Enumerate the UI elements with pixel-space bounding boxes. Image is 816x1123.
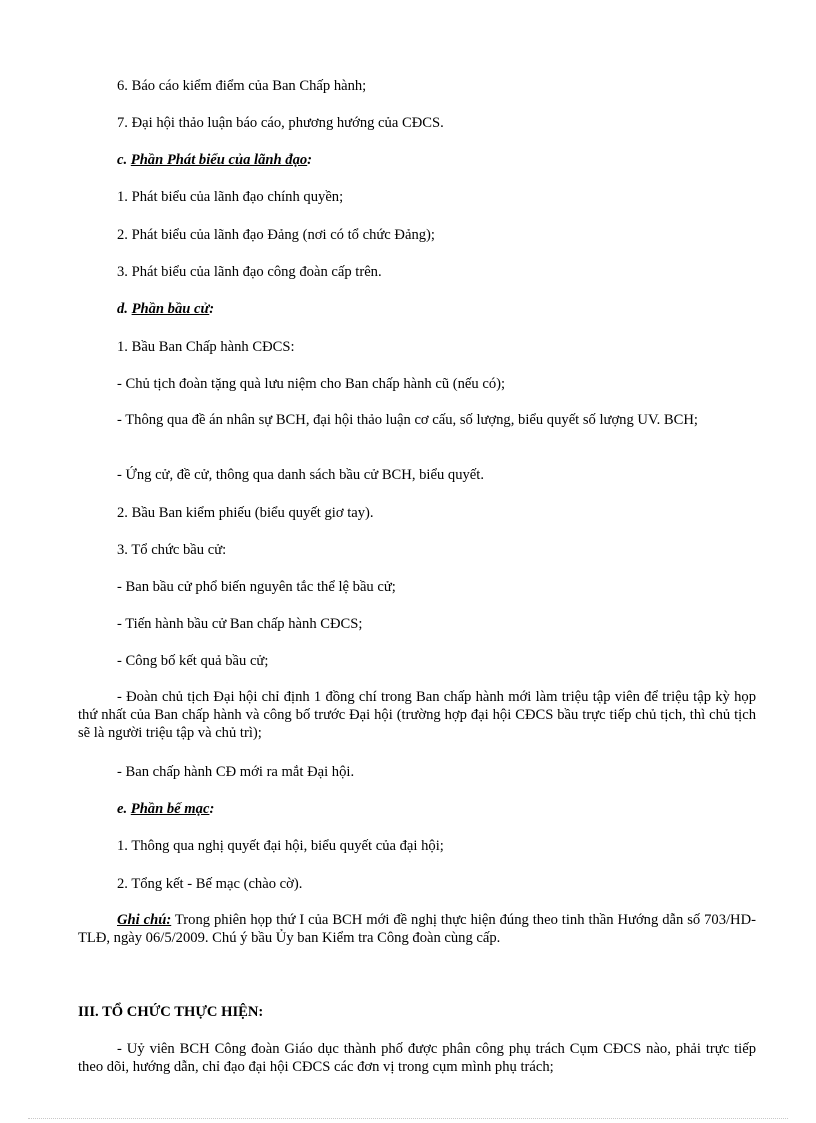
heading-e-prefix: e. bbox=[117, 801, 131, 817]
note-text: Trong phiên họp thứ I của BCH mới đề nghị thực hiện đúng theo tinh thần Hướng dẫn số 703/HD-TLĐ, ngày 06/5/2009. Chú ý bầu Ủy ban Kiểm tra Công đoàn cùng cấp. bbox=[78, 912, 756, 946]
section-iii-item-1 bbox=[78, 1040, 756, 1076]
speech-item-2: 2. Phát biểu của lãnh đạo Đảng (nơi có tổ chức Đảng); bbox=[117, 227, 435, 243]
election-item-1c: - Ứng cử, đề cử, thông qua danh sách bầu cử BCH, biểu quyết. bbox=[117, 467, 484, 483]
election-item-3b: - Tiến hành bầu cử Ban chấp hành CĐCS; bbox=[117, 616, 363, 632]
heading-d-text: Phần bầu cử bbox=[131, 301, 210, 317]
election-item-3d-text: - Đoàn chủ tịch Đại hội chỉ định 1 đồng chí trong Ban chấp hành mới làm triệu tập viên để triệu tập kỳ họp thứ nhất của Ban chấp hành và công bố trước Đại hội (trường hợp đại hội CĐCS bầu trực tiếp chủ tịch, thì chủ tịch sẽ là người triệu tập và chủ trì); bbox=[78, 689, 756, 741]
section-iii-item-1-text: - Uỷ viên BCH Công đoàn Giáo dục thành phố được phân công phụ trách Cụm CĐCS nào, phải trực tiếp theo dõi, hướng dẫn, chỉ đạo đại hội CĐCS các đơn vị trong cụm mình phụ trách; bbox=[78, 1041, 756, 1075]
heading-e-text: Phần bế mạc bbox=[130, 801, 210, 817]
agenda-item-6: 6. Báo cáo kiểm điểm của Ban Chấp hành; bbox=[117, 78, 367, 94]
heading-c-prefix: c. bbox=[117, 152, 131, 168]
heading-e-suffix: : bbox=[209, 801, 215, 817]
agenda-item-7: 7. Đại hội thảo luận báo cáo, phương hướng của CĐCS. bbox=[117, 115, 444, 131]
speech-item-3: 3. Phát biểu của lãnh đạo công đoàn cấp trên. bbox=[117, 264, 382, 280]
heading-d-suffix: : bbox=[209, 301, 215, 317]
election-item-1: 1. Bầu Ban Chấp hành CĐCS: bbox=[117, 339, 295, 355]
heading-d bbox=[117, 300, 214, 318]
election-item-3a: - Ban bầu cử phổ biến nguyên tắc thể lệ bầu cử; bbox=[117, 579, 396, 595]
heading-e bbox=[117, 800, 214, 818]
heading-d-prefix: d. bbox=[117, 301, 132, 317]
heading-c bbox=[117, 151, 312, 169]
election-item-1b bbox=[78, 411, 756, 429]
page-bottom-divider bbox=[28, 1118, 788, 1119]
election-item-3: 3. Tổ chức bầu cử: bbox=[117, 542, 227, 558]
note-paragraph bbox=[78, 911, 756, 947]
heading-c-text: Phần Phát biểu của lãnh đạo bbox=[130, 152, 308, 168]
speech-item-1: 1. Phát biểu của lãnh đạo chính quyền; bbox=[117, 189, 344, 205]
election-item-1b-text: - Thông qua đề án nhân sự BCH, đại hội thảo luận cơ cấu, số lượng, biểu quyết số lượng UV. BCH; bbox=[117, 412, 698, 428]
note-label: Ghi chú: bbox=[117, 912, 172, 928]
election-item-2: 2. Bầu Ban kiểm phiếu (biểu quyết giơ tay). bbox=[117, 505, 374, 521]
heading-c-suffix: : bbox=[307, 152, 313, 168]
section-iii-title: III. TỔ CHỨC THỰC HIỆN: bbox=[78, 1004, 264, 1020]
closing-item-2: 2. Tổng kết - Bế mạc (chào cờ). bbox=[117, 876, 303, 892]
election-item-3d bbox=[78, 688, 756, 742]
election-item-3c: - Công bố kết quả bầu cử; bbox=[117, 653, 269, 669]
election-item-3e: - Ban chấp hành CĐ mới ra mắt Đại hội. bbox=[117, 764, 355, 780]
election-item-1a: - Chủ tịch đoàn tặng quà lưu niệm cho Ban chấp hành cũ (nếu có); bbox=[117, 376, 506, 392]
closing-item-1: 1. Thông qua nghị quyết đại hội, biểu quyết của đại hội; bbox=[117, 838, 444, 854]
